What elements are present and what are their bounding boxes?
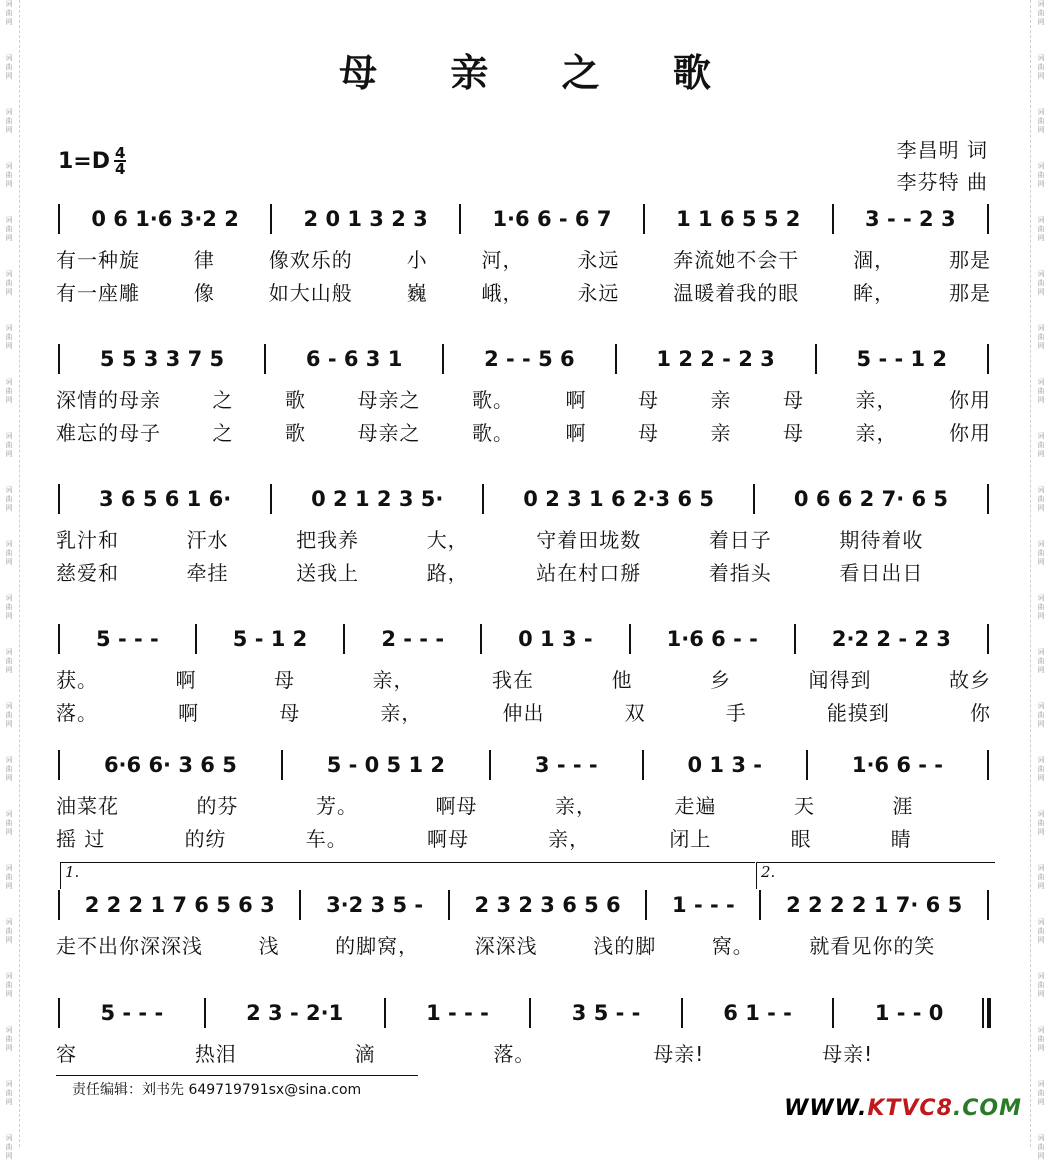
barline: [299, 890, 301, 920]
lyric-word: 摇 过: [56, 827, 106, 851]
lyric-word: 的脚窝，: [335, 934, 420, 958]
barline: [58, 750, 60, 780]
lyric-word: 亲，: [855, 388, 898, 412]
lyric-word: 双: [624, 701, 646, 725]
measure: 5 - - 1 2: [856, 347, 948, 371]
barline: [58, 344, 60, 374]
measure: 3 5 - -: [571, 1001, 641, 1025]
lyric-word: 眼: [790, 827, 812, 851]
lyric-verse-1: [56, 930, 991, 959]
lyric-word: 伸出: [502, 701, 545, 725]
lyric-word: 期待着收: [839, 528, 924, 552]
lyric-word: 难忘的母子: [56, 421, 161, 445]
lyric-word: 母亲之: [357, 421, 421, 445]
measure: 2 - - -: [381, 627, 445, 651]
barline: [343, 624, 345, 654]
barline: [58, 204, 60, 234]
lyricist-credit: 李昌明 词: [896, 138, 988, 162]
barline: [987, 890, 989, 920]
lyric-word: 母: [783, 388, 804, 412]
barline: [681, 998, 683, 1028]
lyric-verse-2: [56, 697, 991, 726]
notation-line: [56, 750, 991, 780]
lyric-word: 把我养: [296, 528, 360, 552]
lyric-word: 落。: [493, 1042, 536, 1066]
barline: [58, 624, 60, 654]
lyric-verse-1: [56, 524, 991, 553]
lyric-word: 母: [638, 421, 659, 445]
lyric-word: 温暖着我的眼: [673, 281, 800, 305]
barline: [58, 890, 60, 920]
lyric-word: 的芬: [196, 794, 239, 818]
barline: [264, 344, 266, 374]
lyric-word: 你: [970, 701, 991, 725]
barline: [384, 998, 386, 1028]
lyric-word: 河，: [481, 248, 524, 272]
left-margin-line: [19, 0, 20, 1147]
lyric-word: 永远: [577, 281, 620, 305]
lyric-word: 亲: [710, 421, 732, 445]
barline: [987, 204, 989, 234]
measure: 2·2 2 - 2 3: [831, 627, 951, 651]
barline: [529, 998, 531, 1028]
lyric-word: 律: [193, 248, 215, 272]
barline: [482, 484, 484, 514]
lyric-word: 母: [638, 388, 659, 412]
barline: [806, 750, 808, 780]
lyric-word: 站在村口掰: [536, 561, 642, 585]
barline: [281, 750, 283, 780]
lyric-word: 守着田垅数: [536, 528, 642, 552]
lyric-word: 落。: [56, 701, 98, 725]
lyric-word: 像欢乐的: [268, 248, 353, 272]
barline: [987, 750, 989, 780]
measure: 0 2 3 1 6 2·3 6 5: [523, 487, 714, 511]
lyric-word: 小: [406, 248, 428, 272]
time-bottom: 4: [115, 160, 126, 178]
barline: [794, 624, 796, 654]
measure: 2 - - 5 6: [484, 347, 575, 371]
lyric-word: 奔流她不会干: [673, 248, 800, 272]
measure: 2 3 2 3 6 5 6: [474, 893, 621, 917]
lyric-word: 眸，: [853, 281, 896, 305]
lyric-word: 滴: [354, 1042, 376, 1066]
measure: 0 6 1·6 3·2 2: [91, 207, 239, 231]
barline: [489, 750, 491, 780]
barline: [480, 624, 482, 654]
measure: 1·6 6 - -: [851, 753, 944, 777]
lyric-word: 获。: [56, 668, 98, 692]
measure: 5 - 1 2: [232, 627, 308, 651]
lyric-word: 热泪: [194, 1042, 237, 1066]
lyric-word: 深情的母亲: [56, 388, 161, 412]
lyric-word: 车。: [305, 827, 348, 851]
barline: [642, 750, 644, 780]
lyric-word: 永远: [577, 248, 620, 272]
lyric-word: 啊母: [426, 827, 469, 851]
volta-second-ending: 2.: [756, 862, 995, 889]
song-title: 母 亲 之 歌: [339, 50, 741, 95]
barline: [204, 998, 206, 1028]
lyric-word: 路，: [426, 561, 469, 585]
lyric-word: 那是: [949, 281, 991, 305]
left-watermark-strip: 词 曲 网 词 曲 网 词 曲 网 词 曲 网 词 曲 网 词 曲 网 词 曲 网 词 曲 网 词 曲 网 词 曲 网 词 曲 网 词 曲 网 词 曲 网 词 曲 网 词 曲 网 词 曲 网 词 曲 网 词 曲 网 词 曲 网 词 曲 网 词 曲 网 词 曲 网: [5, 0, 13, 1160]
lyric-word: 之: [212, 421, 234, 445]
lyric-word: 大，: [426, 528, 469, 552]
lyric-word: 着日子: [708, 528, 772, 552]
lyric-verse-1: [56, 244, 991, 273]
barline: [987, 484, 989, 514]
measure: 2 0 1 3 2 3: [303, 207, 428, 231]
lyric-word: 闻得到: [808, 668, 872, 692]
measure: 1·6 6 - -: [666, 627, 758, 651]
measure: 6·6 6· 3 6 5: [103, 753, 237, 777]
lyric-word: 汗水: [186, 528, 229, 552]
lyric-word: 歌: [285, 421, 306, 445]
measure: 1 1 6 5 5 2: [676, 207, 801, 231]
lyric-word: 歌。: [472, 421, 514, 445]
lyric-word: 乳汁和: [56, 528, 119, 552]
key-label: 1=D: [58, 148, 111, 174]
lyric-word: 有一座雕: [56, 281, 140, 305]
barline: [270, 204, 272, 234]
editor-footer: 责任编辑：刘书先 649719791sx@sina.com: [72, 1082, 362, 1098]
lyric-word: 油菜花: [56, 794, 119, 818]
measure: 2 3 - 2·1: [246, 1001, 344, 1025]
measure: 5 - 0 5 1 2: [326, 753, 446, 777]
barline: [759, 890, 761, 920]
lyric-verse-2: [56, 823, 991, 852]
measure: 3 - - 2 3: [865, 207, 956, 231]
measure: 3 - - -: [534, 753, 598, 777]
measure: 0 1 3 -: [687, 753, 762, 777]
barline: [629, 624, 631, 654]
lyric-word: 我在: [492, 668, 534, 692]
barline: [270, 484, 272, 514]
barline: [195, 624, 197, 654]
lyric-word: 峨，: [481, 281, 524, 305]
notation-line: [56, 344, 991, 374]
lyric-word: 啊: [565, 388, 587, 412]
notation-line: [56, 484, 991, 514]
lyric-word: 走不出你深深浅: [56, 934, 203, 958]
barline: [58, 998, 60, 1028]
lyric-word: 深深浅: [474, 934, 538, 958]
lyric-word: 送我上: [296, 561, 360, 585]
time-top: 4: [115, 144, 126, 162]
lyric-word: 窝。: [711, 934, 754, 958]
right-margin-line: [1030, 0, 1031, 1147]
measure: 5 - - -: [96, 627, 159, 651]
lyric-word: 能摸到: [826, 701, 890, 725]
right-watermark-strip: 词 曲 网 词 曲 网 词 曲 网 词 曲 网 词 曲 网 词 曲 网 词 曲 网 词 曲 网 词 曲 网 词 曲 网 词 曲 网 词 曲 网 词 曲 网 词 曲 网 词 曲 网 词 曲 网 词 曲 网 词 曲 网 词 曲 网 词 曲 网 词 曲 网 词 曲 网: [1037, 0, 1045, 1160]
lyric-word: 巍: [406, 281, 428, 305]
lyric-word: 闭上: [669, 827, 712, 851]
key-signature: [58, 146, 126, 176]
barline: [58, 484, 60, 514]
measure: 1 - - 0: [874, 1001, 944, 1025]
lyric-word: 浅的脚: [593, 934, 657, 958]
measure: 0 2 1 2 3 5·: [311, 487, 444, 511]
lyric-word: 走遍: [674, 794, 717, 818]
lyric-word: 亲，: [555, 794, 597, 818]
lyric-word: 啊: [565, 421, 587, 445]
measure: 2 2 2 2 1 7· 6 5: [786, 893, 963, 917]
composer-credit: 李芬特 曲: [896, 170, 988, 194]
lyric-verse-1: [56, 790, 991, 819]
lyric-word: 母亲之: [357, 388, 421, 412]
barline: [987, 344, 989, 374]
lyric-word: 有一种旋: [56, 248, 140, 272]
lyric-verse-1: [56, 664, 991, 693]
notation-line: [56, 204, 991, 234]
lyric-verse-2: [56, 557, 991, 586]
lyric-word: 母: [279, 701, 301, 725]
barline: [987, 624, 989, 654]
measure: 3 6 5 6 1 6·: [98, 487, 232, 511]
lyric-word: 亲，: [380, 701, 423, 725]
lyric-word: 母: [783, 421, 804, 445]
lyric-word: 母: [274, 668, 295, 692]
lyric-verse-2: [56, 417, 991, 446]
lyric-word: 的纺: [184, 827, 227, 851]
volta-first-ending: 1.: [60, 862, 755, 889]
lyric-word: 母亲!: [653, 1042, 705, 1066]
lyric-verse-1: [56, 1038, 991, 1067]
lyric-word: 如大山般: [268, 281, 353, 305]
footer-divider: [56, 1075, 418, 1076]
notation-line: [56, 890, 991, 920]
lyric-word: 亲，: [548, 827, 591, 851]
barline: [753, 484, 755, 514]
barline: [832, 204, 834, 234]
measure: 2 2 2 1 7 6 5 6 3: [84, 893, 275, 917]
barline: [815, 344, 817, 374]
lyric-word: 啊母: [435, 794, 478, 818]
barline: [448, 890, 450, 920]
lyric-word: 浅: [258, 934, 280, 958]
measure: 5 5 3 3 7 5: [99, 347, 225, 371]
lyric-word: 故乡: [949, 668, 991, 692]
lyric-word: 啊: [178, 701, 200, 725]
lyric-word: 亲，: [372, 668, 415, 692]
measure: 3·2 3 5 -: [326, 893, 424, 917]
site-logo: WWW.KTVC8.COM: [784, 1096, 1022, 1121]
lyric-word: 母亲!: [822, 1042, 874, 1066]
lyric-word: 他: [611, 668, 633, 692]
lyric-word: 牵挂: [186, 561, 229, 585]
lyric-verse-1: [56, 384, 991, 413]
measure: 1 - - -: [672, 893, 735, 917]
lyric-word: 睛: [890, 827, 912, 851]
lyric-word: 之: [212, 388, 234, 412]
lyric-word: 容: [56, 1042, 77, 1066]
measure: 1·6 6 - 6 7: [492, 207, 612, 231]
measure: 1 2 2 - 2 3: [656, 347, 775, 371]
notation-line: [56, 998, 991, 1028]
barline: [982, 998, 991, 1028]
measure: 5 - - -: [100, 1001, 164, 1025]
measure: 0 1 3 -: [518, 627, 593, 651]
lyric-word: 就看见你的笑: [809, 934, 936, 958]
notation-line: [56, 624, 991, 654]
lyric-word: 歌: [285, 388, 306, 412]
lyric-word: 看日出日: [839, 561, 924, 585]
lyric-word: 涯: [892, 794, 914, 818]
lyric-word: 那是: [949, 248, 991, 272]
measure: 6 1 - -: [723, 1001, 792, 1025]
lyric-word: 手: [725, 701, 747, 725]
lyric-word: 芳。: [316, 794, 358, 818]
lyric-word: 你用: [949, 421, 991, 445]
barline: [645, 890, 647, 920]
measure: 6 - 6 3 1: [305, 347, 403, 371]
barline: [643, 204, 645, 234]
lyric-word: 亲: [710, 388, 732, 412]
measure: 1 - - -: [426, 1001, 489, 1025]
lyric-word: 亲，: [855, 421, 898, 445]
barline: [459, 204, 461, 234]
measure: 0 6 6 2 7· 6 5: [793, 487, 949, 511]
lyric-verse-2: [56, 277, 991, 306]
lyric-word: 慈爱和: [56, 561, 119, 585]
lyric-word: 歌。: [472, 388, 514, 412]
barline: [615, 344, 617, 374]
barline: [832, 998, 834, 1028]
lyric-word: 你用: [949, 388, 991, 412]
barline: [442, 344, 444, 374]
lyric-word: 天: [794, 794, 815, 818]
lyric-word: 着指头: [708, 561, 772, 585]
lyric-word: 像: [193, 281, 215, 305]
lyric-word: 乡: [710, 668, 731, 692]
lyric-word: 啊: [175, 668, 197, 692]
lyric-word: 涸，: [853, 248, 896, 272]
time-signature: [114, 146, 126, 176]
